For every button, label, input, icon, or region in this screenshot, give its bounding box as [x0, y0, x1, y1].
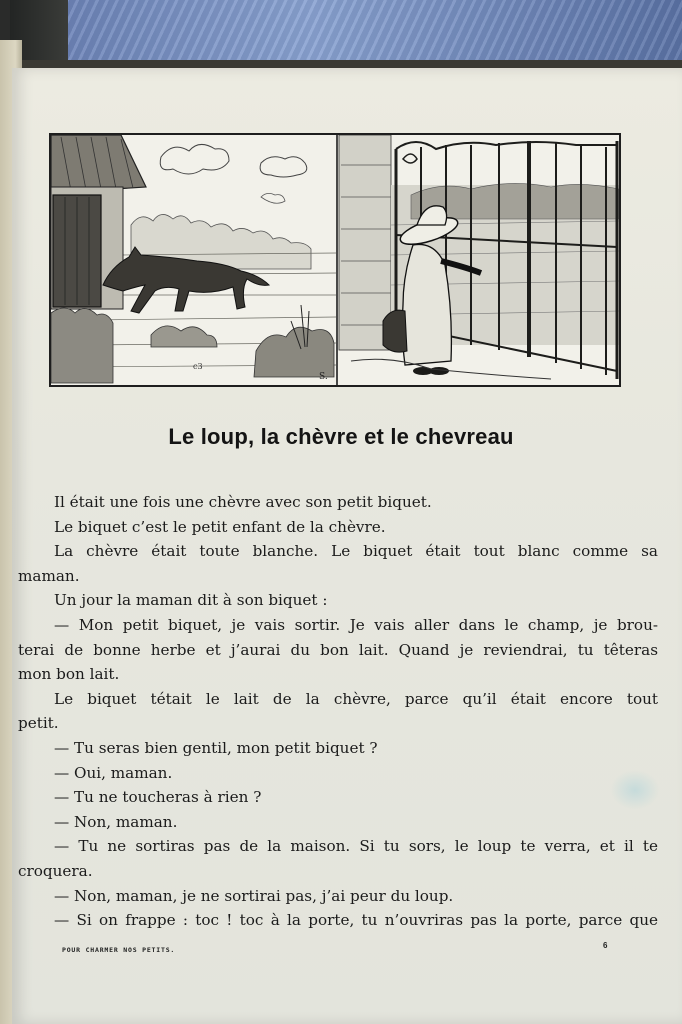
story-line: — Oui, maman.	[54, 763, 173, 782]
story-line: mon bon lait.	[18, 665, 120, 684]
story-line: croquera.	[18, 861, 93, 880]
svg-text:c3: c3	[193, 362, 203, 371]
svg-text:S.: S.	[319, 372, 328, 382]
story-title: Le loup, la chèvre et le chevreau	[168, 424, 514, 449]
right-panel-gate-scene	[339, 135, 619, 379]
story-text	[18, 490, 658, 933]
story-line: La chèvre était toute blanche. Le biquet était tout blanc comme sa	[54, 542, 658, 561]
blue-cloth-background	[66, 0, 682, 64]
story-line: Le biquet c’est le petit enfant de la chèvre.	[54, 517, 386, 536]
story-illustration	[49, 133, 621, 387]
footer-book-title: POUR CHARMER NOS PETITS.	[62, 946, 176, 954]
story-line: — Tu seras bien gentil, mon petit biquet ?	[54, 738, 378, 757]
story-line: — Tu ne sortiras pas de la maison. Si tu sors, le loup te verra, et il te	[54, 837, 658, 856]
story-line: — Non, maman, je ne sortirai pas, j’ai peur du loup.	[54, 886, 454, 905]
water-stain	[610, 770, 660, 810]
story-line: — Mon petit biquet, je vais sortir. Je vais aller dans le champ, je brou-	[54, 615, 658, 634]
story-line: Un jour la maman dit à son biquet :	[54, 591, 328, 610]
illustration-drawing	[51, 135, 619, 385]
story-line: — Non, maman.	[54, 812, 178, 831]
story-line: — Tu ne toucheras à rien ?	[54, 788, 262, 807]
page-number: 6	[603, 941, 608, 950]
story-line: Le biquet tétait le lait de la chèvre, parce qu’il était encore tout	[54, 689, 658, 708]
story-line: maman.	[18, 566, 80, 585]
story-line: terai de bonne herbe et j’aurai du bon lait. Quand je reviendrai, tu têteras	[18, 640, 658, 659]
story-line: — Si on frappe : toc ! toc à la porte, tu n’ouvriras pas la porte, parce que	[54, 911, 658, 930]
story-line: petit.	[18, 714, 59, 733]
story-line: Il était une fois une chèvre avec son petit biquet.	[54, 493, 432, 511]
left-panel-wolf-scene	[51, 135, 336, 383]
